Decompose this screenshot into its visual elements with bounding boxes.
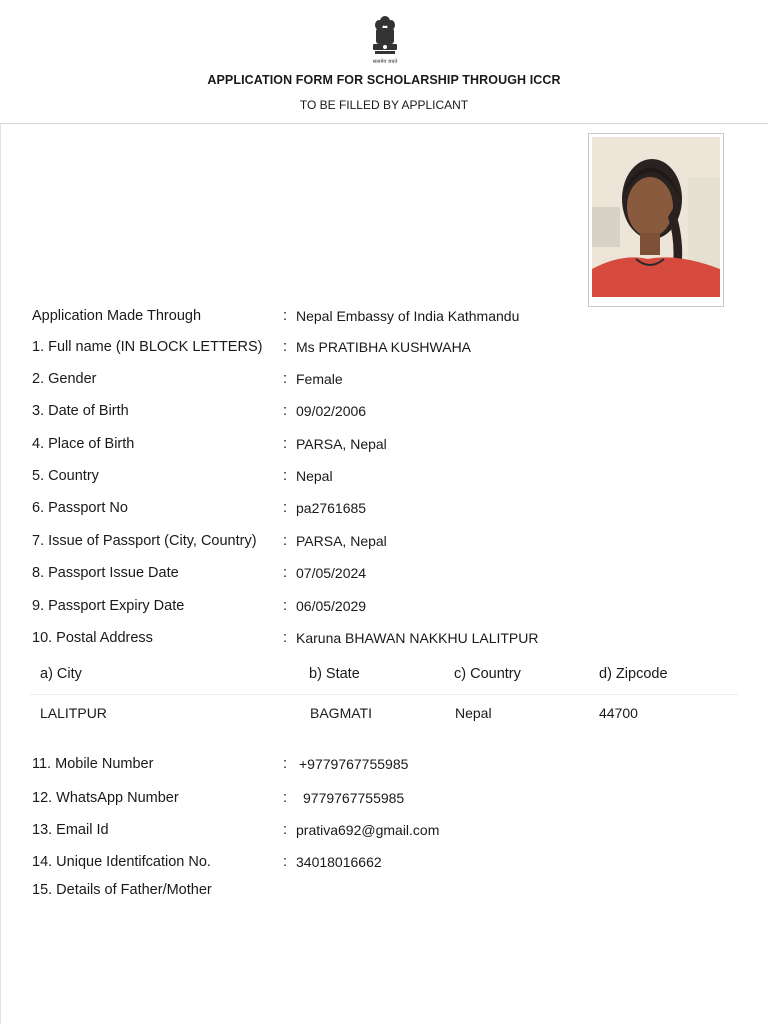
field-value: Karuna BHAWAN NAKKHU LALITPUR [296, 630, 539, 646]
field-label: 6. Passport No [32, 500, 128, 516]
field-label: 7. Issue of Passport (City, Country) [32, 533, 257, 549]
address-zipcode-value: 44700 [599, 705, 638, 721]
field-whatsapp-number [0, 790, 768, 814]
field-value: prativa692@gmail.com [296, 822, 440, 838]
field-passport-no [0, 500, 768, 524]
applicant-photo [592, 137, 720, 297]
address-header-zipcode: d) Zipcode [599, 666, 668, 682]
form-subtitle: TO BE FILLED BY APPLICANT [299, 98, 469, 112]
field-value: Female [296, 371, 343, 387]
field-place-of-birth [0, 436, 768, 460]
address-header-country: c) Country [454, 666, 521, 682]
field-colon: : [283, 533, 288, 549]
applicant-photo-frame [588, 133, 724, 307]
field-label: Application Made Through [32, 308, 202, 324]
form-header [0, 0, 768, 123]
address-table-divider [30, 694, 738, 695]
field-label: 2. Gender [32, 371, 97, 387]
field-value: 06/05/2029 [296, 598, 367, 614]
field-label: 5. Country [32, 468, 99, 484]
field-colon: : [283, 308, 288, 324]
field-value: pa2761685 [296, 500, 367, 516]
field-colon: : [283, 436, 288, 452]
field-value: Nepal [296, 468, 333, 484]
field-email-id [0, 822, 768, 846]
field-colon: : [283, 756, 288, 772]
form-title: APPLICATION FORM FOR SCHOLARSHIP THROUGH ICCR [207, 73, 561, 87]
field-label: 4. Place of Birth [32, 436, 135, 452]
field-label: 13. Email Id [32, 822, 109, 838]
field-colon: : [283, 598, 288, 614]
field-label: 15. Details of Father/Mother [32, 882, 212, 898]
field-parent-details [0, 882, 768, 906]
field-colon: : [283, 565, 288, 581]
field-passport-issue-place [0, 533, 768, 557]
field-value: 34018016662 [296, 854, 382, 870]
field-colon: : [283, 371, 288, 387]
field-unique-identification-no [0, 854, 768, 878]
address-country-value: Nepal [455, 705, 492, 721]
national-emblem-icon [369, 14, 401, 66]
field-value: Ms PRATIBHA KUSHWAHA [296, 339, 472, 355]
field-postal-address [0, 630, 768, 654]
emblem-caption: सत्यमेव जयते [372, 59, 398, 65]
field-label: 10. Postal Address [32, 630, 153, 646]
address-city-value: LALITPUR [40, 705, 107, 721]
field-label: 9. Passport Expiry Date [32, 598, 185, 614]
field-label: 8. Passport Issue Date [32, 565, 179, 581]
field-country [0, 468, 768, 492]
field-value: +9779767755985 [299, 756, 409, 772]
field-value: 9779767755985 [303, 790, 405, 806]
field-full-name [0, 339, 768, 363]
field-colon: : [283, 339, 288, 355]
address-header-city: a) City [40, 666, 82, 682]
field-passport-expiry-date [0, 598, 768, 622]
field-value: 09/02/2006 [296, 403, 367, 419]
field-colon: : [283, 468, 288, 484]
field-label: 14. Unique Identifcation No. [32, 854, 211, 870]
field-label: 12. WhatsApp Number [32, 790, 179, 806]
field-colon: : [283, 854, 288, 870]
field-label: 11. Mobile Number [32, 756, 154, 772]
address-header-state: b) State [309, 666, 360, 682]
field-value: 07/05/2024 [296, 565, 367, 581]
field-colon: : [283, 822, 288, 838]
field-application-made-through [0, 308, 768, 332]
field-value: PARSA, Nepal [296, 436, 387, 452]
field-gender [0, 371, 768, 395]
field-colon: : [283, 500, 288, 516]
field-colon: : [283, 790, 288, 806]
field-colon: : [283, 630, 288, 646]
field-value: Nepal Embassy of India Kathmandu [296, 308, 520, 324]
field-mobile-number [0, 756, 768, 780]
field-colon: : [283, 403, 288, 419]
address-state-value: BAGMATI [310, 705, 372, 721]
field-label: 3. Date of Birth [32, 403, 129, 419]
header-divider [0, 123, 768, 124]
field-date-of-birth [0, 403, 768, 427]
field-label: 1. Full name (IN BLOCK LETTERS) [32, 339, 263, 355]
field-value: PARSA, Nepal [296, 533, 387, 549]
field-passport-issue-date [0, 565, 768, 589]
